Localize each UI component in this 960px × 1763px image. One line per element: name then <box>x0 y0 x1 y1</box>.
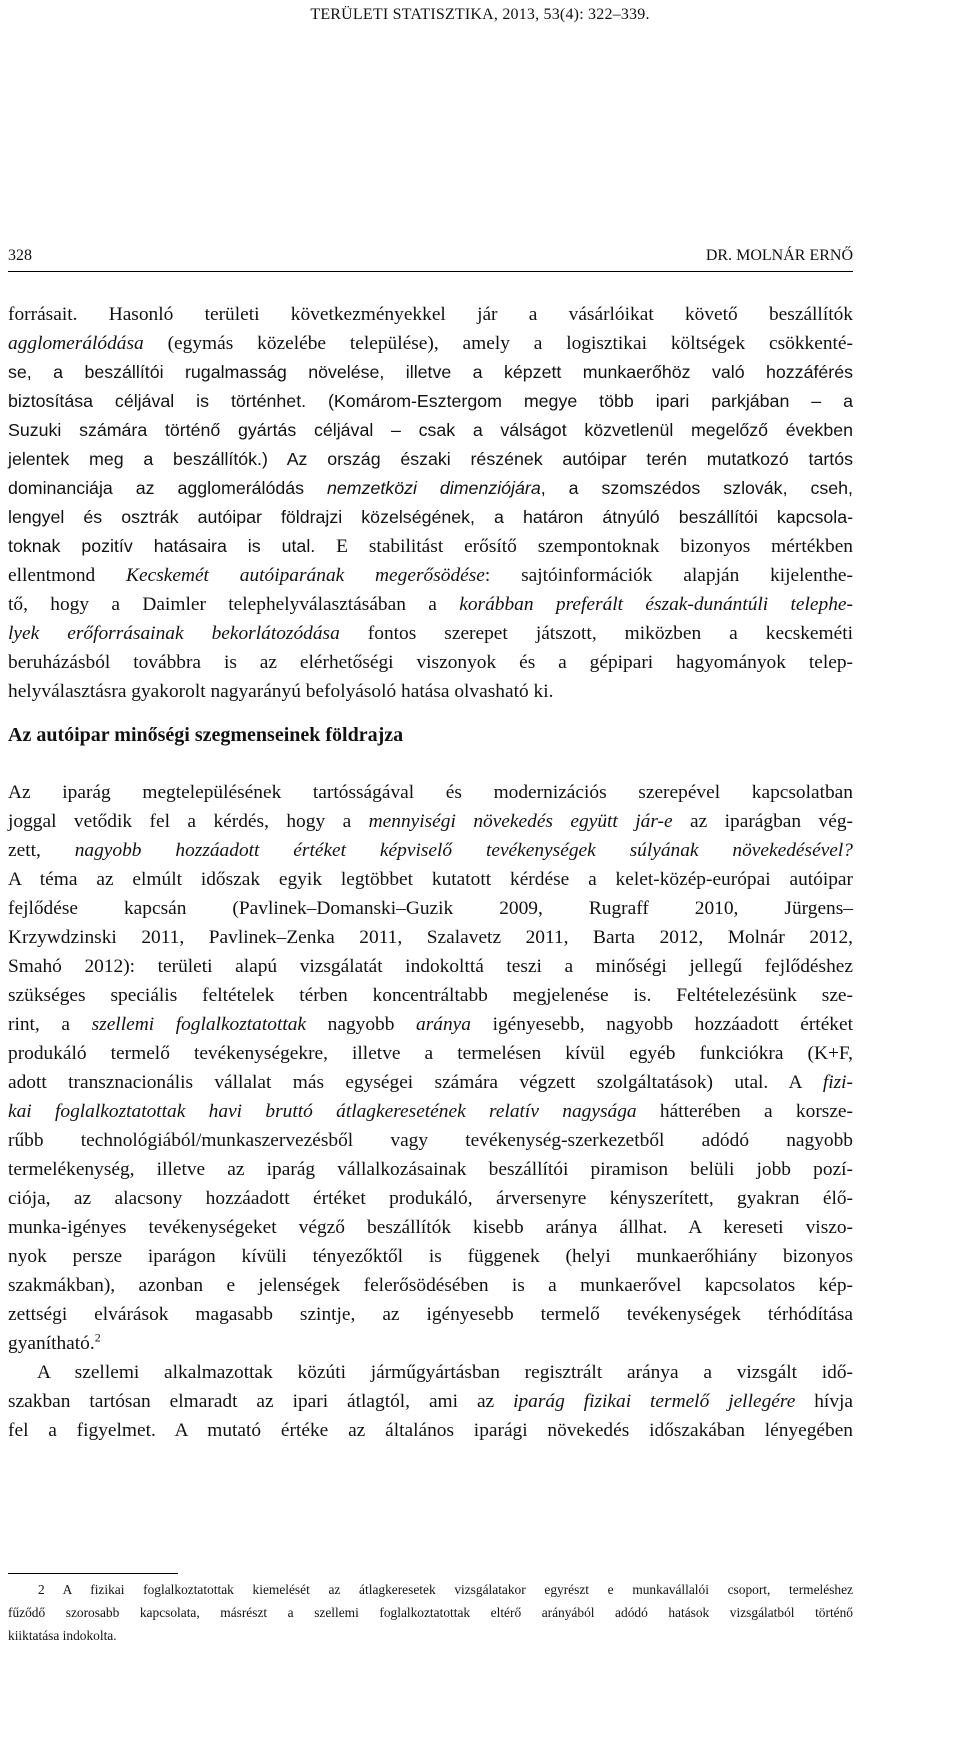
text-line: forrásait. Hasonló területi következményekkel jár a vásárlóikat követő beszállítók <box>8 304 853 325</box>
text-line: rűbb technológiából/munkaszervezésből vagy tevékenység-szerkezetből adódó nagyobb <box>8 1130 853 1151</box>
text-line: ciója, az alacsony hozzáadott értéket produkáló, árversenyre kényszerített, gyakran élő- <box>8 1188 853 1209</box>
text-line: ellentmond Kecskemét autóiparának megerősödése: sajtóinformációk alapján kijelenthe- <box>8 565 853 586</box>
text-line: agglomerálódása (egymás közelébe települése), amely a logisztikai költségek csökkenté- <box>8 333 853 354</box>
footnote <box>8 1578 853 1647</box>
text-line: biztosítása céljával is történhet. (Komárom-Esztergom megye több ipari parkjában – a <box>8 391 853 411</box>
text-line: munka-igényes tevékenységeket végző beszállítók kisebb aránya állhat. A kereseti viszo- <box>8 1217 853 1238</box>
section-heading: Az autóipar minőségi szegmenseinek földrajza <box>8 724 404 746</box>
text-line: fel a figyelmet. A mutató értéke az általános iparági növekedés időszakában lényegében <box>8 1420 853 1441</box>
body-text-main <box>8 778 853 1445</box>
text-line: Suzuki számára történő gyártás céljával – csak a válságot közvetlenül megelőző években <box>8 420 853 440</box>
body-text-top <box>8 300 853 706</box>
text-line: tő, hogy a Daimler telephelyválasztásában a korábban preferált észak-dunántúli telephe- <box>8 594 853 615</box>
text-line: zettségi elvárások magasabb szintje, az igényesebb termelő tevékenységek térhódítása <box>8 1304 853 1325</box>
text-line: A téma az elmúlt időszak egyik legtöbbet kutatott kérdése a kelet-közép-európai autóipar <box>8 869 853 890</box>
text-line: rint, a szellemi foglalkoztatottak nagyobb aránya igényesebb, nagyobb hozzáadott értéket <box>8 1014 853 1035</box>
journal-header: TERÜLETI STATISZTIKA, 2013, 53(4): 322–339. <box>310 6 650 23</box>
text-line: gyanítható.$^2$ <box>8 1330 101 1354</box>
text-line: szükséges speciális feltételek térben koncentráltabb megjelenése is. Feltételezésünk sze- <box>8 985 853 1006</box>
text-line: zett, nagyobb hozzáadott értéket képviselő tevékenységek súlyának növekedésével? <box>8 840 853 861</box>
text-line: beruházásból továbbra is az elérhetőségi viszonyok és a gépipari hagyományok telep- <box>8 652 853 673</box>
text-line: Krzywdzinski 2011, Pavlinek–Zenka 2011, Szalavetz 2011, Barta 2012, Molnár 2012, <box>8 927 853 948</box>
running-head <box>8 243 853 272</box>
text-line: nyok persze iparágon kívüli tényezőktől is függenek (helyi munkaerőhiány bizonyos <box>8 1246 853 1267</box>
text-line: dominanciája az agglomerálódás nemzetközi dimenziójára, a szomszédos szlovák, cseh, <box>8 478 853 498</box>
text-line: toknak pozitív hatásaira is utal. E stabilitást erősítő szempontoknak bizonyos mértékben <box>8 536 853 557</box>
text-line: helyválasztásra gyakorolt nagyarányú befolyásoló hatása olvasható ki. <box>8 681 554 702</box>
text-line: se, a beszállítói rugalmasság növelése, illetve a képzett munkaerőhöz való hozzáférés <box>8 362 853 382</box>
text-line: kai foglalkoztatottak havi bruttó átlagkeresetének relatív nagysága hátterében a korsze- <box>8 1101 853 1122</box>
text-line: adott transznacionális vállalat más egységei számára végzett szolgáltatások) utal. A fizi- <box>8 1072 853 1093</box>
text-line: produkáló termelő tevékenységekre, illetve a termelésen kívül egyéb funkciókra (K+F, <box>8 1043 853 1064</box>
footnote-rule <box>8 1573 178 1574</box>
footnote-line: kiiktatása indokolta. <box>8 1628 117 1643</box>
text-line: jelentek meg a beszállítók.) Az ország északi részének autóipar terén mutatkozó tartós <box>8 449 853 469</box>
text-line: Smahó 2012): területi alapú vizsgálatát indokolttá teszi a minőségi jellegű fejlődéshez <box>8 956 853 977</box>
text-line: lyek erőforrásainak bekorlátozódása fontos szerepet játszott, miközben a kecskeméti <box>8 623 854 644</box>
page-number: 328 <box>8 247 32 264</box>
text-line: szakban tartósan elmaradt az ipari átlagtól, ami az iparág fizikai termelő jellegére hívja <box>8 1391 854 1412</box>
text-line: joggal vetődik fel a kérdés, hogy a mennyiségi növekedés együtt jár-e az iparágban vég- <box>8 811 854 832</box>
running-author: DR. MOLNÁR ERNŐ <box>705 247 853 264</box>
text-line: szakmákban), azonban e jelenségek felerősödésében is a munkaerővel kapcsolatos kép- <box>8 1275 853 1296</box>
text-line: termelékenység, illetve az iparág vállalkozásainak beszállítói piramison belüli jobb pozí- <box>8 1159 853 1180</box>
text-line: lengyel és osztrák autóipar földrajzi közelségének, a határon átnyúló beszállítói kapcsola- <box>8 507 853 527</box>
text-line: fejlődése kapcsán (Pavlinek–Domanski–Guzik 2009, Rugraff 2010, Jürgens– <box>8 898 853 919</box>
text-line: A szellemi alkalmazottak közúti járműgyártásban regisztrált aránya a vizsgált idő- <box>37 1362 853 1383</box>
footnote-line: fűződő szorosabb kapcsolata, másrészt a szellemi foglalkoztatottak eltérő arányából adódó hatások vizsgálatból történő <box>8 1605 853 1620</box>
text-line: Az iparág megtelepülésének tartósságával és modernizációs szerepével kapcsolatban <box>8 782 853 803</box>
footnote-line: 2 A fizikai foglalkoztatottak kiemelését az átlagkeresetek vizsgálatakor egyrészt e munkavállalói csoport, termeléshez <box>38 1582 853 1597</box>
footnote-ref[interactable]: 2 <box>94 1330 101 1345</box>
